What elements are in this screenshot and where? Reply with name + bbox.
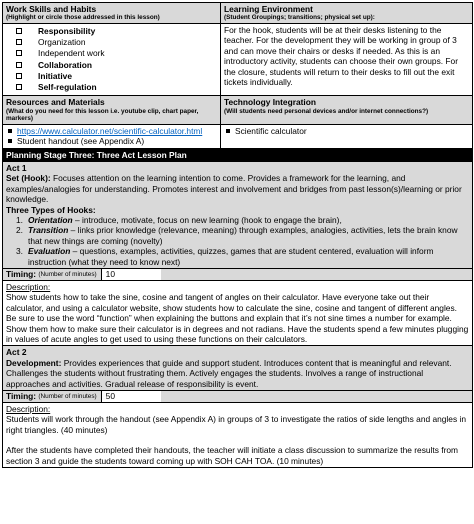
calculator-link[interactable]: https://www.calculator.net/scientific-calculator.html [17, 125, 203, 136]
hook-types-list [6, 215, 469, 267]
resources-subtitle: (What do you need for this lesson i.e. youtube clip, chart paper, markers) [6, 107, 199, 123]
act1-description [3, 281, 473, 346]
skill-item[interactable]: Independent work [16, 48, 217, 59]
skill-item[interactable]: Self-regulation [16, 82, 217, 93]
act2-description [3, 403, 473, 468]
act2-description-p2: After the students have completed their handouts, the teacher will initiate a class discussion to summarize the results from section 3 and guide the students toward coming up with SOH CAH TOA. (10 minutes) [6, 445, 459, 466]
work-skills-header [3, 3, 221, 24]
lesson-plan-page [2, 2, 472, 468]
act2-development: Development: Provides experiences that guide and support student. Introduces content that is meaningful and relevant. Challenges the students without frustrating them. Actively engages the students. Involves a range of instructional approaches and activities. Gradual release of responsibility is event. [6, 357, 452, 389]
hook-type-item: 1. Orientation – introduce, motivate, focus on new learning (hook to engage the brain), [16, 214, 342, 225]
resource-handout-item: Student handout (see Appendix A) [8, 136, 217, 146]
act1-section [3, 161, 473, 268]
act1-description-text: Show students how to take the sine, cosine and tangent of angles on their calculator. Have everyone take out their calculator, and using a calculator website, show students how to calculate the sine, cosine and tangent of different angles. Be sure to use the word “function” when explaining the buttons and explain that it’s not sine times a number for example. Show them how to make sure their calculator is in degrees and not radians. Have the students spend a few minutes plugging in values of acute angles to get used to using these functions on their calculators. [6, 292, 469, 345]
planning-stage-banner [3, 148, 473, 161]
learning-environment-header [221, 3, 473, 24]
resources-header [3, 96, 221, 125]
technology-title: Technology Integration [224, 97, 316, 108]
act1-heading: Act 1 [6, 162, 27, 173]
checkbox-icon[interactable] [16, 62, 22, 68]
act2-heading: Act 2 [6, 347, 27, 358]
work-skills-cell [3, 24, 221, 96]
skill-item[interactable]: Initiative [16, 71, 217, 82]
resources-cell [3, 124, 221, 148]
hook-type-item: 2. Transition – links prior knowledge (relevance, meaning) through examples, analogies, activities, lets the brain know that new things are coming (novelty) [16, 225, 458, 246]
checkbox-icon[interactable] [16, 73, 22, 79]
act1-timing: Timing: (Number of minutes) 10 [3, 269, 473, 281]
act2-description-label: Description: [6, 404, 51, 415]
hook-types-label: Three Types of Hooks: [6, 204, 96, 215]
planning-stage-title: Planning Stage Three: Three Act Lesson Plan [6, 149, 187, 160]
skill-item[interactable]: Collaboration [16, 60, 217, 71]
technology-subtitle: (Will students need personal devices and/or internet connections?) [224, 107, 429, 115]
learning-environment-title: Learning Environment [224, 4, 313, 14]
technology-cell [221, 124, 473, 148]
resource-link-item [8, 126, 217, 136]
checkbox-icon[interactable] [16, 84, 22, 90]
resources-list [6, 126, 217, 147]
bullet-icon [8, 139, 12, 143]
bullet-icon [8, 129, 12, 133]
learning-environment-subtitle: (Student Groupings; transitions; physical set up): [224, 14, 375, 22]
hook-type-item: 3. Evaluation – questions, examples, activities, quizzes, games that are student centered, evaluation will inform instruction (what they need to know next) [16, 246, 434, 267]
act1-description-label: Description: [6, 282, 51, 292]
resources-title: Resources and Materials [6, 97, 105, 108]
act1-hook: Set (Hook): Focuses attention on the learning intention to come. Provides a framework for the learning, and examples/analogies for understanding. Promotes interest and involvement and bridges from past lesson(s)/learning or prior knowledge. [6, 173, 462, 205]
checkbox-icon[interactable] [16, 50, 22, 56]
work-skills-subtitle: (Highlight or circle those addressed in this lesson) [6, 14, 160, 22]
technology-list [224, 126, 469, 136]
checkbox-icon[interactable] [16, 39, 22, 45]
skill-item[interactable]: Responsibility [16, 26, 217, 37]
lesson-plan-table [2, 2, 473, 468]
work-skills-title: Work Skills and Habits [6, 4, 97, 14]
skill-item[interactable]: Organization [16, 37, 217, 48]
act1-timing-value[interactable]: 10 [101, 269, 161, 280]
act2-timing-value[interactable]: 50 [101, 391, 161, 402]
checkbox-icon[interactable] [16, 28, 22, 34]
learning-environment-text: For the hook, students will be at their desks listening to the teacher. For the development they will be working in group of 3 and can move their chairs or desks if needed. As this is an introductory activity, students can choose their own groups. For the closure, students will return to their desks to fill out the exit tickets individually. [224, 25, 458, 88]
skills-checklist [6, 26, 217, 93]
act2-timing: Timing: (Number of minutes) 50 [3, 391, 473, 403]
act2-section [3, 346, 473, 391]
learning-environment-cell [221, 24, 473, 96]
act2-description-p1: Students will work through the handout (see Appendix A) in groups of 3 to investigate the ratios of side lengths and angles in right triangles. (40 minutes) [6, 414, 466, 435]
technology-header [221, 96, 473, 125]
technology-item: Scientific calculator [226, 126, 469, 136]
bullet-icon [226, 129, 230, 133]
